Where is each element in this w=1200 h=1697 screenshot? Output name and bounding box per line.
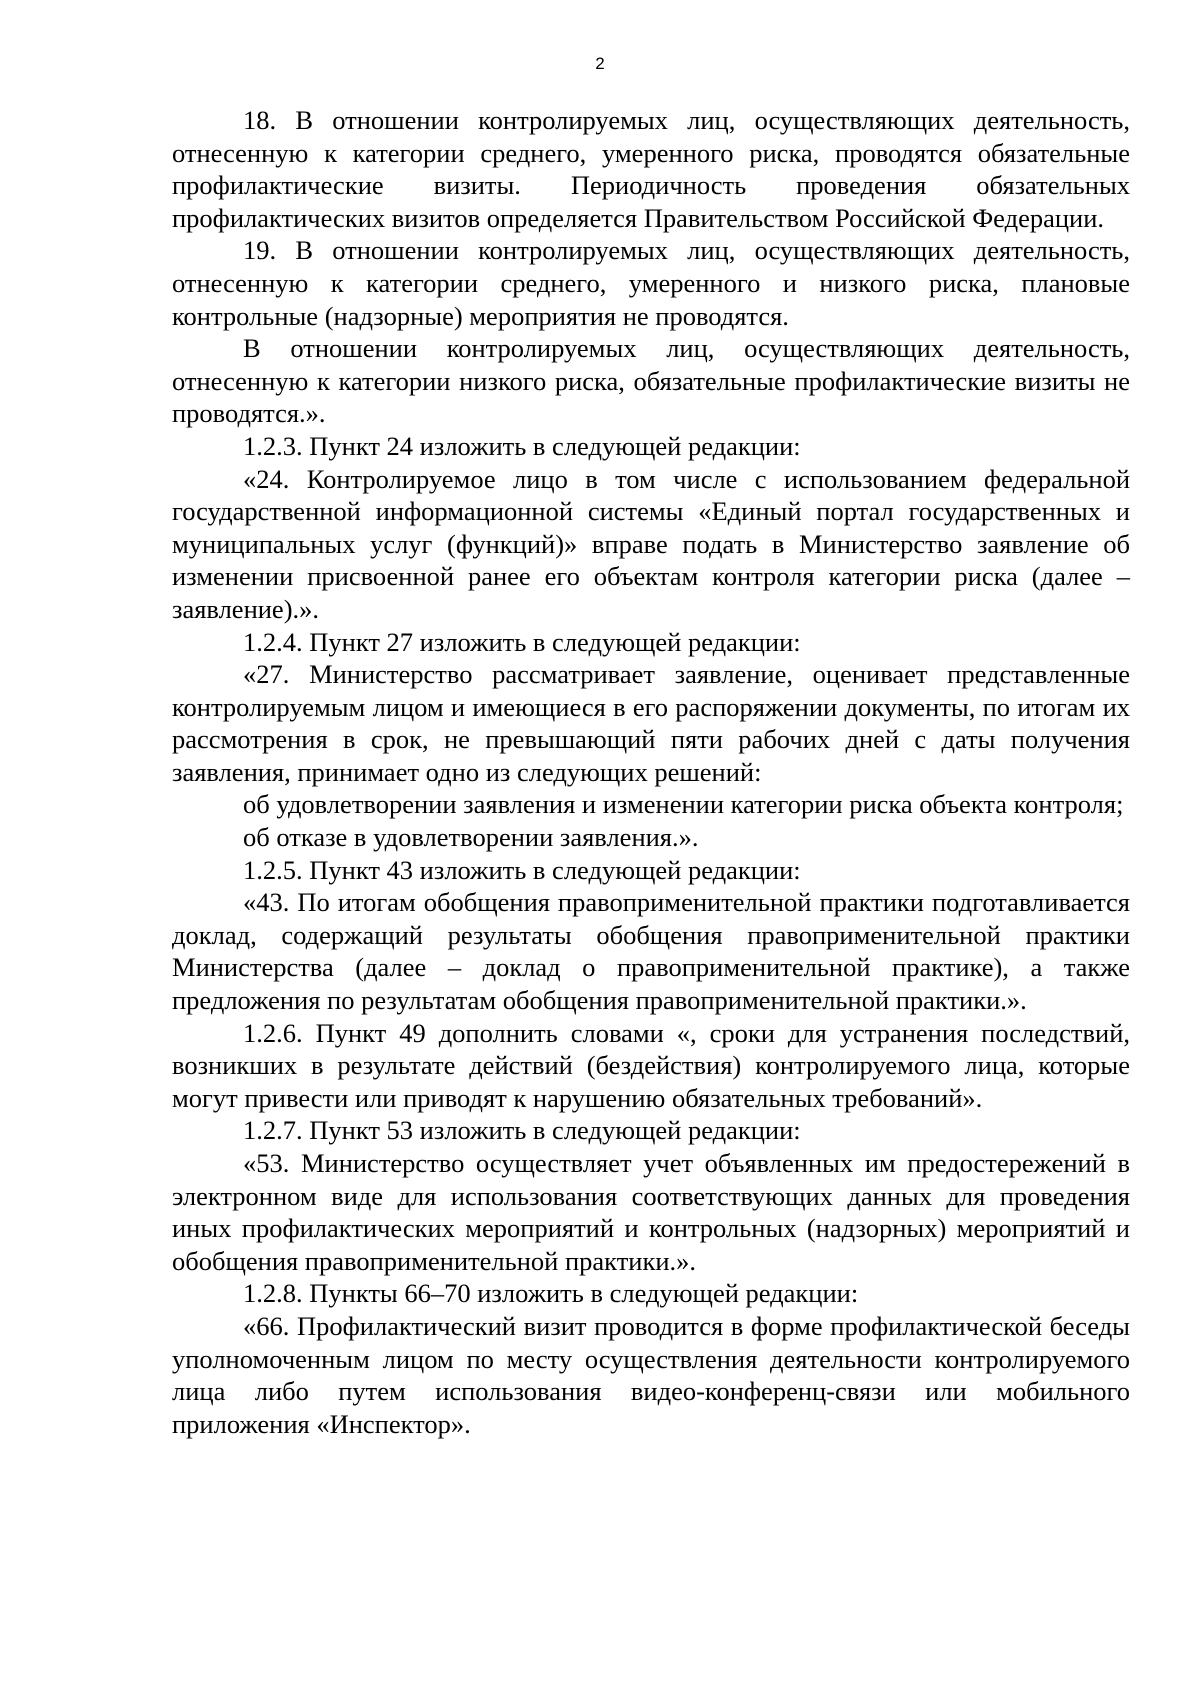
paragraph-low-risk: В отношении контролируемых лиц, осуществляющих деятельность, отнесенную к категории низкого риска, обязательные профилактические визиты не проводятся.». xyxy=(172,333,1130,429)
paragraph-1-2-4: 1.2.4. Пункт 27 изложить в следующей редакции: xyxy=(243,626,801,657)
document-body xyxy=(172,104,1130,1440)
paragraph-item-27: «27. Министерство рассматривает заявление, оценивает представленные контролируемым лицом и имеющиеся в его распоряжении документы, по итогам их рассмотрения в срок, не превышающий пяти рабочих дней с даты получения заявления, принимает одно из следующих решений: xyxy=(172,659,1130,787)
page-number: 2 xyxy=(595,54,605,73)
paragraph-1-2-8: 1.2.8. Пункты 66–70 изложить в следующей редакции: xyxy=(243,1278,859,1309)
paragraph-1-2-3: 1.2.3. Пункт 24 изложить в следующей редакции: xyxy=(243,430,801,461)
paragraph-item-24: «24. Контролируемое лицо в том числе с использованием федеральной государственной информационной системы «Единый портал государственных и муниципальных услуг (функций)» вправе подать в Министерство заявление об изменении присвоенной ранее его объектам контроля категории риска (далее – заявление).». xyxy=(172,463,1130,624)
paragraph-decision-approve: об удовлетворении заявления и изменении категории риска объекта контроля; xyxy=(243,789,1124,820)
paragraph-decision-refuse: об отказе в удовлетворении заявления.». xyxy=(243,822,699,853)
paragraph-1-2-6: 1.2.6. Пункт 49 дополнить словами «, сроки для устранения последствий, возникших в результате действий (бездействия) контролируемого лица, которые могут привести или приводят к нарушению обязательных требований». xyxy=(172,1017,1130,1113)
paragraph-item-18: 18. В отношении контролируемых лиц, осуществляющих деятельность, отнесенную к категории среднего, умеренного риска, проводятся обязательные профилактические визиты. Периодичность проведения обязательных профилактических визитов определяется Правительством Российской Федерации. xyxy=(172,105,1130,233)
paragraph-item-43: «43. По итогам обобщения правоприменительной практики подготавливается доклад, содержащий результаты обобщения правоприменительной практики Министерства (далее – доклад о правоприменительной практике), а также предложения по результатам обобщения правоприменительной практики.». xyxy=(172,887,1130,1016)
paragraph-item-19: 19. В отношении контролируемых лиц, осуществляющих деятельность, отнесенную к категории среднего, умеренного и низкого риска, плановые контрольные (надзорные) мероприятия не проводятся. xyxy=(172,235,1130,331)
paragraph-item-66: «66. Профилактический визит проводится в форме профилактической беседы уполномоченным лицом по месту осуществления деятельности контролируемого лица либо путем использования видео-конференц-связи или мобильного приложения «Инспектор». xyxy=(172,1310,1130,1439)
paragraph-item-53: «53. Министерство осуществляет учет объявленных им предостережений в электронном виде для использования соответствующих данных для проведения иных профилактических мероприятий и контрольных (надзорных) мероприятий и обобщения правоприменительной практики.». xyxy=(172,1148,1130,1276)
paragraph-1-2-7: 1.2.7. Пункт 53 изложить в следующей редакции: xyxy=(243,1115,801,1146)
paragraph-1-2-5: 1.2.5. Пункт 43 изложить в следующей редакции: xyxy=(243,854,801,885)
